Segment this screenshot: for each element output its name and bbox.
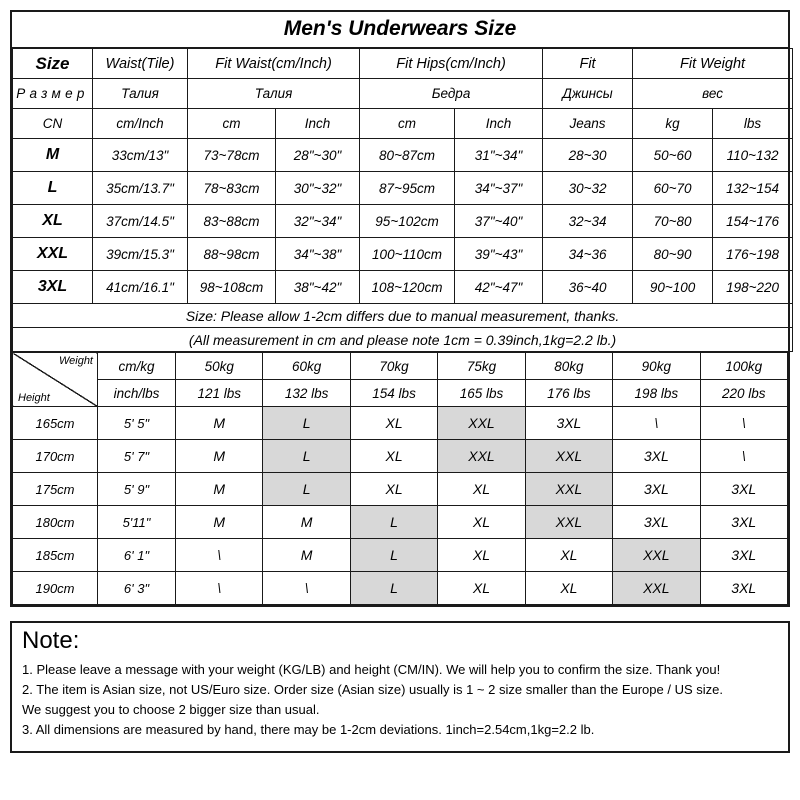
recommended-size-cell: XL — [438, 539, 525, 572]
size-value-cell: 88~98cm — [188, 238, 276, 271]
size-value-cell: 100~110cm — [360, 238, 455, 271]
size-value-cell: 36~40 — [543, 271, 633, 304]
note-line: We suggest you to choose 2 bigger size than usual. — [22, 701, 320, 717]
size-value-cell: 198~220 — [713, 271, 793, 304]
recommended-size-cell: L — [263, 440, 350, 473]
note-heading: Note: — [22, 627, 80, 654]
height-cm-cell: 185cm — [13, 539, 98, 572]
recommended-size-cell: 3XL — [613, 473, 700, 506]
recommended-size-cell: 3XL — [613, 506, 700, 539]
recommended-size-cell: M — [176, 506, 263, 539]
recommended-size-cell: 3XL — [700, 473, 787, 506]
weight-lbs-cell: 176 lbs — [525, 380, 612, 407]
weight-lbs-cell: 154 lbs — [350, 380, 437, 407]
size-value-cell: 30"~32" — [276, 172, 360, 205]
recommended-size-cell: XL — [350, 473, 437, 506]
size-name-cell: XL — [13, 205, 93, 238]
height-in-cell: 5' 5" — [98, 407, 176, 440]
size-table-body — [13, 139, 793, 304]
col-fit-header: Fit — [543, 49, 633, 79]
recommended-size-cell: \ — [176, 572, 263, 605]
size-value-cell: 132~154 — [713, 172, 793, 205]
recommended-size-cell: 3XL — [525, 407, 612, 440]
recommended-size-cell: L — [350, 506, 437, 539]
weight-lbs-cell: 132 lbs — [263, 380, 350, 407]
recommended-size-cell: XL — [525, 539, 612, 572]
note-line: 1. Please leave a message with your weight (KG/LB) and height (CM/IN). We will help you to confirm the size. Thank you! — [22, 662, 721, 677]
weight-kg-cell: 90kg — [613, 353, 700, 380]
col-waist-ru-header: Талия — [93, 79, 188, 109]
height-weight-matrix — [12, 352, 788, 605]
height-cm-cell: 170cm — [13, 440, 98, 473]
size-value-cell: 176~198 — [713, 238, 793, 271]
size-value-cell: 31"~34" — [455, 139, 543, 172]
recommended-size-cell: XXL — [525, 506, 612, 539]
height-cm-cell: 175cm — [13, 473, 98, 506]
weight-kg-cell: 80kg — [525, 353, 612, 380]
recommended-size-cell: \ — [700, 440, 787, 473]
unit-waist-inch-header: Inch — [276, 109, 360, 139]
height-weight-corner — [13, 353, 98, 407]
weight-kg-cell: 100kg — [700, 353, 787, 380]
size-value-cell: 80~87cm — [360, 139, 455, 172]
recommended-size-cell: L — [263, 473, 350, 506]
recommended-size-cell: XL — [438, 473, 525, 506]
unit-cm-inch-header: cm/Inch — [93, 109, 188, 139]
recommended-size-cell: \ — [700, 407, 787, 440]
measurement-note-2: (All measurement in cm and please note 1cm = 0.39inch,1kg=2.2 lb.) — [13, 328, 793, 352]
weight-kg-cell: 60kg — [263, 353, 350, 380]
size-value-cell: 39cm/15.3" — [93, 238, 188, 271]
size-row — [13, 271, 793, 304]
size-table-header — [13, 49, 793, 139]
size-value-cell: 28~30 — [543, 139, 633, 172]
recommended-size-cell: XL — [438, 506, 525, 539]
size-value-cell: 80~90 — [633, 238, 713, 271]
col-jeans-ru-header: Джинсы — [543, 79, 633, 109]
page-title: Men's Underwears Size — [12, 12, 788, 48]
unit-cm-kg-cell: cm/kg — [98, 353, 176, 380]
size-value-cell: 33cm/13" — [93, 139, 188, 172]
note-line: 2. The item is Asian size, not US/Euro size. Order size (Asian size) usually is 1 ~ 2 size smaller than the Europe / US size. — [22, 681, 723, 697]
height-in-cell: 5' 7" — [98, 440, 176, 473]
matrix-row — [13, 440, 788, 473]
recommended-size-cell: XXL — [613, 539, 700, 572]
size-value-cell: 87~95cm — [360, 172, 455, 205]
height-cm-cell: 180cm — [13, 506, 98, 539]
recommended-size-cell: L — [350, 539, 437, 572]
col-fit-hips-ru-header: Бедра — [360, 79, 543, 109]
corner-height-label: Height — [18, 392, 50, 404]
weight-kg-cell: 50kg — [176, 353, 263, 380]
size-chart-box — [10, 10, 790, 607]
size-value-cell: 37cm/14.5" — [93, 205, 188, 238]
size-value-cell: 38"~42" — [276, 271, 360, 304]
size-value-cell: 32"~34" — [276, 205, 360, 238]
recommended-size-cell: \ — [176, 539, 263, 572]
size-value-cell: 41cm/16.1" — [93, 271, 188, 304]
size-name-cell: L — [13, 172, 93, 205]
matrix-row — [13, 407, 788, 440]
weight-lbs-cell: 165 lbs — [438, 380, 525, 407]
recommended-size-cell: XL — [350, 407, 437, 440]
note-box — [10, 621, 790, 753]
size-value-cell: 70~80 — [633, 205, 713, 238]
size-value-cell: 110~132 — [713, 139, 793, 172]
note-line: 3. All dimensions are measured by hand, there may be 1-2cm deviations. 1inch=2.54cm,1kg=2.2 lb. — [22, 721, 595, 737]
unit-lbs-header: lbs — [713, 109, 793, 139]
size-value-cell: 28"~30" — [276, 139, 360, 172]
size-value-cell: 37"~40" — [455, 205, 543, 238]
size-value-cell: 42"~47" — [455, 271, 543, 304]
unit-jeans-header: Jeans — [543, 109, 633, 139]
size-value-cell: 73~78cm — [188, 139, 276, 172]
size-value-cell: 78~83cm — [188, 172, 276, 205]
col-fit-hips-header: Fit Hips(cm/Inch) — [360, 49, 543, 79]
matrix-body — [13, 407, 788, 605]
footnote-row-1 — [13, 304, 793, 328]
recommended-size-cell: \ — [613, 407, 700, 440]
size-row — [13, 205, 793, 238]
size-value-cell: 50~60 — [633, 139, 713, 172]
size-value-cell: 32~34 — [543, 205, 633, 238]
weight-lbs-cell: 121 lbs — [176, 380, 263, 407]
recommended-size-cell: L — [263, 407, 350, 440]
height-in-cell: 6' 1" — [98, 539, 176, 572]
recommended-size-cell: M — [263, 506, 350, 539]
col-size-ru-header: Размер — [13, 79, 93, 109]
size-value-cell: 39"~43" — [455, 238, 543, 271]
weight-lbs-row — [13, 380, 788, 407]
recommended-size-cell: XXL — [438, 440, 525, 473]
size-table-footnotes — [13, 304, 793, 352]
size-value-cell: 60~70 — [633, 172, 713, 205]
size-value-cell: 83~88cm — [188, 205, 276, 238]
note-lines — [22, 661, 778, 739]
col-weight-ru-header: вес — [633, 79, 793, 109]
height-in-cell: 5' 9" — [98, 473, 176, 506]
unit-hips-cm-header: cm — [360, 109, 455, 139]
weight-kg-cell: 70kg — [350, 353, 437, 380]
size-header-row-1 — [13, 49, 793, 79]
matrix-header — [13, 353, 788, 407]
unit-waist-cm-header: cm — [188, 109, 276, 139]
col-fit-weight-header: Fit Weight — [633, 49, 793, 79]
col-size-header: Size — [13, 49, 93, 79]
recommended-size-cell: XXL — [613, 572, 700, 605]
size-value-cell: 108~120cm — [360, 271, 455, 304]
size-value-cell: 34"~37" — [455, 172, 543, 205]
height-cm-cell: 165cm — [13, 407, 98, 440]
size-value-cell: 34"~38" — [276, 238, 360, 271]
size-row — [13, 139, 793, 172]
size-name-cell: XXL — [13, 238, 93, 271]
recommended-size-cell: 3XL — [700, 572, 787, 605]
recommended-size-cell: XXL — [525, 440, 612, 473]
recommended-size-cell: M — [176, 407, 263, 440]
col-fit-waist-ru-header: Талия — [188, 79, 360, 109]
height-in-cell: 5'11" — [98, 506, 176, 539]
size-value-cell: 35cm/13.7" — [93, 172, 188, 205]
matrix-row — [13, 572, 788, 605]
height-in-cell: 6' 3" — [98, 572, 176, 605]
weight-lbs-cell: 198 lbs — [613, 380, 700, 407]
footnote-row-2 — [13, 328, 793, 352]
size-name-cell: M — [13, 139, 93, 172]
recommended-size-cell: M — [176, 440, 263, 473]
recommended-size-cell: XXL — [438, 407, 525, 440]
weight-lbs-cell: 220 lbs — [700, 380, 787, 407]
unit-hips-inch-header: Inch — [455, 109, 543, 139]
matrix-row — [13, 506, 788, 539]
recommended-size-cell: \ — [263, 572, 350, 605]
corner-weight-label: Weight — [58, 355, 93, 367]
recommended-size-cell: XL — [438, 572, 525, 605]
unit-inch-lbs-cell: inch/lbs — [98, 380, 176, 407]
col-waist-tile-header: Waist(Tile) — [93, 49, 188, 79]
measurement-note-1: Size: Please allow 1-2cm differs due to manual measurement, thanks. — [13, 304, 793, 328]
weight-kg-cell: 75kg — [438, 353, 525, 380]
unit-cn-header: CN — [13, 109, 93, 139]
recommended-size-cell: M — [263, 539, 350, 572]
matrix-row — [13, 539, 788, 572]
recommended-size-cell: XL — [525, 572, 612, 605]
size-value-cell: 98~108cm — [188, 271, 276, 304]
recommended-size-cell: XL — [350, 440, 437, 473]
recommended-size-cell: 3XL — [700, 506, 787, 539]
unit-kg-header: kg — [633, 109, 713, 139]
matrix-row — [13, 473, 788, 506]
size-row — [13, 172, 793, 205]
size-row — [13, 238, 793, 271]
size-value-cell: 95~102cm — [360, 205, 455, 238]
size-value-cell: 34~36 — [543, 238, 633, 271]
recommended-size-cell: M — [176, 473, 263, 506]
size-table — [12, 48, 793, 352]
col-fit-waist-header: Fit Waist(cm/Inch) — [188, 49, 360, 79]
size-header-row-3 — [13, 109, 793, 139]
recommended-size-cell: 3XL — [613, 440, 700, 473]
size-name-cell: 3XL — [13, 271, 93, 304]
recommended-size-cell: 3XL — [700, 539, 787, 572]
size-value-cell: 90~100 — [633, 271, 713, 304]
recommended-size-cell: L — [350, 572, 437, 605]
weight-kg-row — [13, 353, 788, 380]
size-value-cell: 154~176 — [713, 205, 793, 238]
size-value-cell: 30~32 — [543, 172, 633, 205]
size-header-row-2 — [13, 79, 793, 109]
height-cm-cell: 190cm — [13, 572, 98, 605]
recommended-size-cell: XXL — [525, 473, 612, 506]
